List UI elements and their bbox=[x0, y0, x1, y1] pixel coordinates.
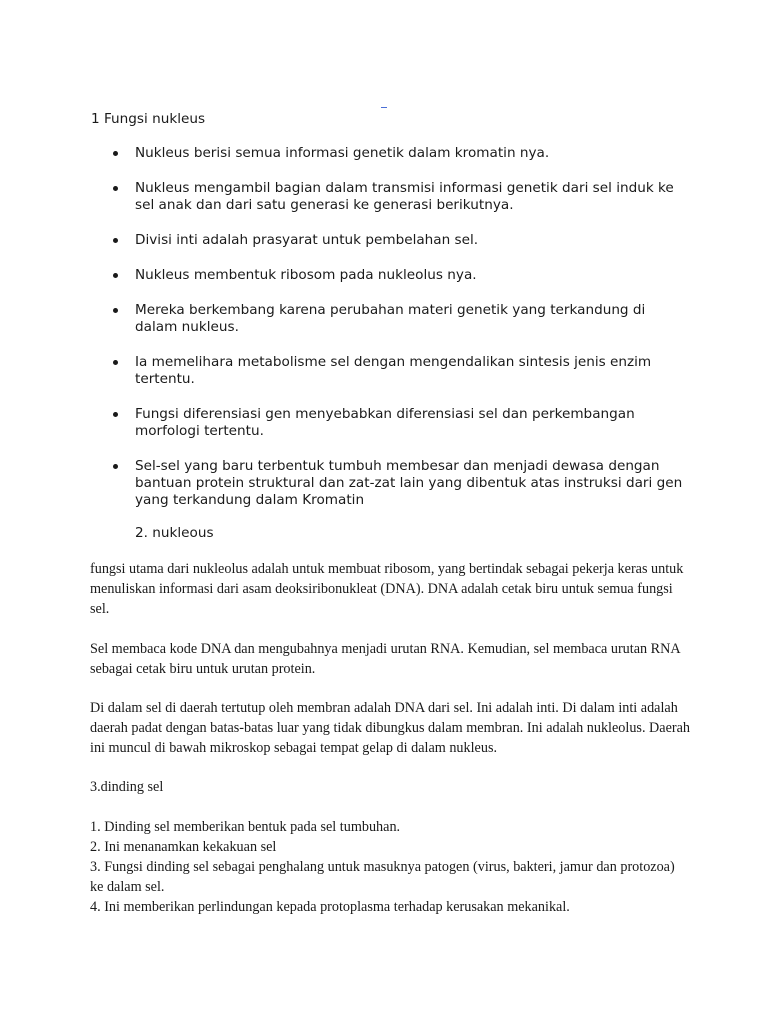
list-item: 2. Ini menanamkan kekakuan sel bbox=[90, 839, 277, 855]
list-item: 1. Dinding sel memberikan bentuk pada sel tumbuhan. bbox=[90, 819, 401, 835]
list-item: Nukleus membentuk ribosom pada nukleolus nya. bbox=[91, 267, 691, 284]
paragraph: Di dalam sel di daerah tertutup oleh membran adalah DNA dari sel. Ini adalah inti. Di dalam inti adalah daerah padat dengan batas-batas luar yang tidak dibungkus dalam membran. Ini adalah nukleolus. Daerah ini muncul di bawah mikroskop sebagai tempat gelap di dalam nukleus. bbox=[90, 700, 690, 756]
list-item: 4. Ini memberikan perlindungan kepada protoplasma terhadap kerusakan mekanikal. bbox=[90, 899, 570, 915]
list-item: 3. Fungsi dinding sel sebagai penghalang untuk masuknya patogen (virus, bakteri, jamur dan protozoa) ke dalam sel. bbox=[90, 859, 675, 895]
list-item: Sel-sel yang baru terbentuk tumbuh membesar dan menjadi dewasa dengan bantuan protein struktural dan zat-zat lain yang dibentuk atas instruksi dari gen yang terkandung dalam Kromatin bbox=[91, 458, 691, 509]
nukleus-function-list bbox=[91, 145, 691, 527]
section-heading-nukleolus: 2. nukleous bbox=[135, 525, 214, 541]
list-item: Fungsi diferensiasi gen menyebabkan diferensiasi sel dan perkembangan morfologi tertentu. bbox=[91, 406, 691, 440]
section-heading-dinding-sel: 3.dinding sel bbox=[90, 779, 164, 795]
paragraph: Sel membaca kode DNA dan mengubahnya menjadi urutan RNA. Kemudian, sel membaca urutan RNA sebagai cetak biru untuk urutan protein. bbox=[90, 641, 680, 677]
list-item: Divisi inti adalah prasyarat untuk pembelahan sel. bbox=[91, 232, 691, 249]
list-item: Nukleus mengambil bagian dalam transmisi informasi genetik dari sel induk ke sel anak dan dari satu generasi ke generasi berikutnya. bbox=[91, 180, 691, 214]
list-item: Ia memelihara metabolisme sel dengan mengendalikan sintesis jenis enzim tertentu. bbox=[91, 354, 691, 388]
dinding-sel-list bbox=[90, 817, 690, 917]
paragraph: fungsi utama dari nukleolus adalah untuk membuat ribosom, yang bertindak sebagai pekerja keras untuk menuliskan informasi dari asam deoksiribonukleat (DNA). DNA adalah cetak biru untuk semua fungsi sel. bbox=[90, 561, 684, 617]
list-item: Nukleus berisi semua informasi genetik dalam kromatin nya. bbox=[91, 145, 691, 162]
section-heading-nukleus: 1 Fungsi nukleus bbox=[91, 111, 206, 127]
list-item: Mereka berkembang karena perubahan materi genetik yang terkandung di dalam nukleus. bbox=[91, 302, 691, 336]
hyperlink-anchor[interactable] bbox=[381, 93, 387, 108]
